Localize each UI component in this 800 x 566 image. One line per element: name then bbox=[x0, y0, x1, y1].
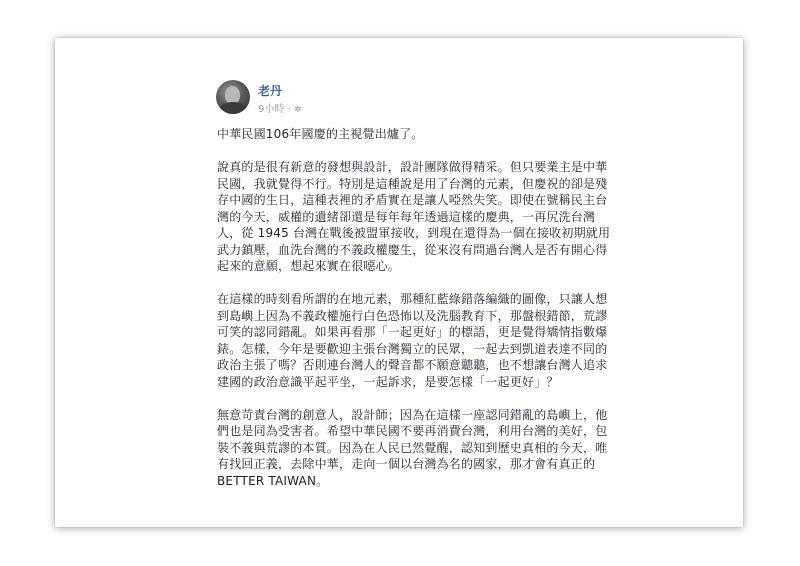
post-text-line: 說真的是很有新意的發想與設計，設計團隊做得精采。但只要業主是中華 bbox=[217, 160, 608, 174]
post-text-line: 中華民國106年國慶的主視覺出爐了。 bbox=[217, 127, 424, 141]
post-text-line: 有找回正義，去除中華，走向一個以台灣為名的國家，那才會有真正的 bbox=[217, 457, 596, 471]
post-text-line: 無意苛責台灣的創意人，設計師；因為在這樣一座認同錯亂的島嶼上，他 bbox=[217, 407, 608, 422]
avatar[interactable] bbox=[216, 80, 250, 114]
post-text-line: 武力鎮壓，血洗台灣的不義政權慶生，從來沒有問過台灣人是否有開心得 bbox=[217, 242, 608, 257]
post-text-line: 灣的今天，威權的遺緒卻還是每年每年透過這樣的慶典，一再尻洗台灣 bbox=[217, 209, 596, 224]
post-author-name[interactable]: 老丹 bbox=[258, 84, 283, 98]
post-body-text bbox=[217, 126, 613, 489]
post-text-line: 裝不義與荒謬的本質。因為在人民已然覺醒，認知到歷史真相的今天，唯 bbox=[217, 440, 608, 455]
paragraph-gap bbox=[217, 275, 613, 292]
paragraph-gap bbox=[217, 390, 613, 407]
post-text-line: 建國的政治意識平起平坐，一起訴求，是要怎樣「一起更好」？ bbox=[217, 374, 559, 389]
post-timestamp[interactable]: 9小時 bbox=[258, 104, 285, 115]
meta-separator: · bbox=[287, 104, 291, 115]
post-text-line: 人，從 1945 台灣在戰後被盟軍接收，到現在還得為一個在接收初期就用 bbox=[217, 226, 611, 240]
post-text-line: 可笑的認同錯亂。如果再看那「一起更好」的標語，更是覺得矯情指數爆 bbox=[217, 325, 608, 339]
post-text-line: 政治主張了嗎？否則連台灣人的聲音都不願意聽聽，也不想讓台灣人追求 bbox=[217, 358, 608, 372]
post-text-line: 到島嶼上因為不義政權施行白色恐怖以及洗腦教育下，那盤根錯節，荒謬 bbox=[217, 308, 608, 323]
post-text-line: BETTER TAIWAN。 bbox=[217, 473, 329, 488]
gear-icon[interactable]: ✲ bbox=[293, 105, 302, 115]
post-text-line: 民國，我就覺得不行。特別是這種說是用了台灣的元素，但慶祝的卻是殘 bbox=[217, 176, 608, 191]
post-text-line: 在這樣的時刻看所謂的在地元素，那種紅藍綠錯落編織的圖像，只讓人想 bbox=[217, 292, 608, 306]
paragraph-gap bbox=[217, 143, 613, 160]
post-text-line: 們也是同為受害者。希望中華民國不要再消費台灣，利用台灣的美好，包 bbox=[217, 424, 608, 438]
post-text-line: 錶。怎樣，今年是要歡迎主張台灣獨立的民眾，一起去到凱道表達不同的 bbox=[217, 341, 608, 356]
post-text-line: 存中國的生日，這種表裡的矛盾實在是讓人啞然失笑。即使在號稱民主台 bbox=[217, 193, 608, 207]
post-text-line: 起來的意願，想起來實在很噁心。 bbox=[217, 259, 401, 273]
avatar-body bbox=[219, 102, 247, 114]
post-meta bbox=[258, 100, 301, 115]
